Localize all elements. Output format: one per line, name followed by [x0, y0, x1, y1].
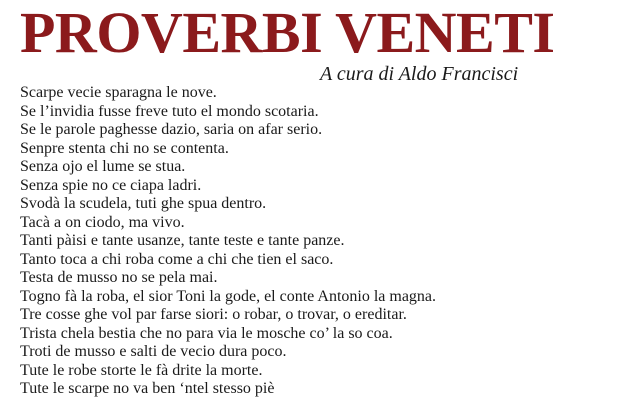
proverb-line: Troti de musso e salti de vecio dura poco.	[20, 343, 287, 360]
proverb-line: Senpre stenta chi no se contenta.	[20, 139, 229, 157]
proverb-line: Scarpe vecie sparagna le nove.	[20, 84, 217, 101]
proverb-line: Se l’invidia fusse freve tuto el mondo scotaria.	[20, 102, 319, 120]
proverb-line: Senza ojo el lume se stua.	[20, 158, 186, 175]
proverb-line: Senza spie no ce ciapa ladri.	[20, 176, 202, 194]
proverb-list	[20, 84, 436, 399]
proverb-line: Tacà a on ciodo, ma vivo.	[20, 213, 185, 231]
proverb-line: Testa de musso no se pela mai.	[20, 269, 218, 286]
document-title: PROVERBI VENETI	[20, 0, 555, 65]
proverb-line: Trista chela bestia che no para via le mosche co’ la so coa.	[20, 324, 393, 342]
proverb-line: Tute le scarpe no va ben ‘ntel stesso piè	[20, 380, 275, 397]
proverb-line: Tute le robe storte le fà drite la morte.	[20, 361, 263, 379]
proverb-line: Tre cosse ghe vol par farse siori: o robar, o trovar, o ereditar.	[20, 306, 407, 323]
proverb-line: Se le parole paghesse dazio, saria on afar serio.	[20, 121, 323, 138]
proverb-line: Tanti pàisi e tante usanze, tante teste e tante panze.	[20, 232, 345, 249]
document-subtitle: A cura di Aldo Francisci	[320, 63, 519, 85]
proverb-line: Svodà la scudela, tuti ghe spua dentro.	[20, 195, 267, 212]
proverb-line: Togno fà la roba, el sior Toni la gode, el conte Antonio la magna.	[20, 287, 437, 305]
proverb-line: Tanto toca a chi roba come a chi che tien el saco.	[20, 250, 334, 268]
